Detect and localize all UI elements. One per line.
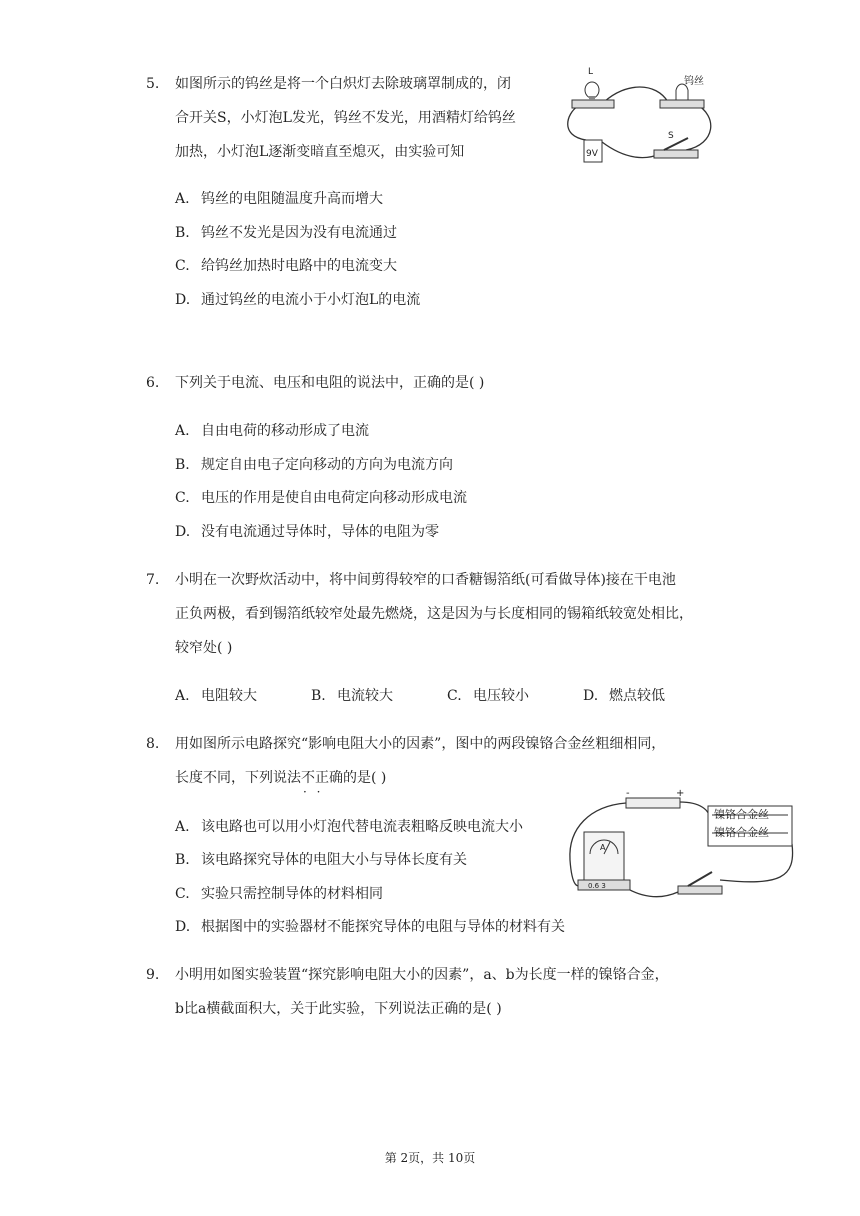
q8-number: 8. [146,736,160,752]
q8-circuit-figure [560,788,800,908]
q5-fig-label-l: L [588,67,594,77]
q9-stem-line-2: b比a横截面积大，关于此实验，下列说法正确的是( ) [175,1001,502,1017]
q8-option-c[interactable]: C. 实验只需控制导体的材料相同 [175,886,383,902]
page-footer: 第 2页，共 10页 [384,1151,476,1165]
q8-emphasis-not-correct: 不正确 · · [301,770,343,786]
q8-fig-wire-2: 镍铬合金丝 [714,826,769,839]
q5-option-c[interactable]: C. 给钨丝加热时电路中的电流变大 [175,258,397,274]
q7-option-c[interactable]: C. 电压较小 [447,688,529,704]
q5-stem-line-2: 合开关S，小灯泡L发光，钨丝不发光，用酒精灯给钨丝 [175,110,516,126]
q8-option-a[interactable]: A. 该电路也可以用小灯泡代替电流表粗略反映电流大小 [175,819,523,835]
q5-circuit-figure [556,64,716,164]
q8-stem-line-1: 用如图所示电路探究“影响电阻大小的因素”，图中的两段镍铬合金丝粗细相同， [175,736,666,752]
q6-number: 6. [146,375,160,391]
q8-fig-plus: + [676,788,685,799]
q7-option-a[interactable]: A. 电阻较大 [175,688,257,704]
q5-option-a[interactable]: A. 钨丝的电阻随温度升高而增大 [175,191,383,207]
q6-option-a[interactable]: A. 自由电荷的移动形成了电流 [175,423,369,439]
q7-option-b[interactable]: B. 电流较大 [311,688,393,704]
q9-number: 9. [146,967,160,983]
q5-fig-label-switch: S [668,131,674,141]
q6-option-c[interactable]: C. 电压的作用是使自由电荷定向移动形成电流 [175,490,467,506]
q8-stem-line-2: 长度不同，下列说法不正确 · ·的是( ) [175,770,386,786]
q7-stem-line-1: 小明在一次野炊活动中，将中间剪得较窄的口香糖锡箔纸(可看做导体)接在干电池 [175,572,676,588]
q6-stem-line-1: 下列关于电流、电压和电阻的说法中，正确的是( ) [175,375,485,391]
q7-stem-line-2: 正负两极，看到锡箔纸较窄处最先燃烧，这是因为与长度相同的锡箱纸较宽处相比， [175,606,693,622]
q6-option-b[interactable]: B. 规定自由电子定向移动的方向为电流方向 [175,457,453,473]
q8-fig-meter-label: A [600,843,606,852]
q5-stem-line-1: 如图所示的钨丝是将一个白炽灯去除玻璃罩制成的，闭 [175,76,511,92]
q8-fig-wire-1: 镍铬合金丝 [714,808,769,821]
q6-option-d[interactable]: D. 没有电流通过导体时，导体的电阻为零 [175,524,439,540]
q8-fig-meter-scale: 0.6 3 [588,882,606,890]
q5-stem-line-3: 加热，小灯泡L逐渐变暗直至熄灭，由实验可知 [175,144,465,160]
q5-option-d[interactable]: D. 通过钨丝的电流小于小灯泡L的电流 [175,292,421,308]
q7-option-d[interactable]: D. 燃点较低 [583,688,665,704]
q7-number: 7. [146,572,160,588]
q8-option-b[interactable]: B. 该电路探究导体的电阻大小与导体长度有关 [175,852,467,868]
q8-fig-minus: - [626,788,630,799]
q8-option-d[interactable]: D. 根据图中的实验器材不能探究导体的电阻与导体的材料有关 [175,919,565,935]
q9-stem-line-1: 小明用如图实验装置“探究影响电阻大小的因素”，a、b为长度一样的镍铬合金， [175,967,669,983]
q5-fig-label-wire: 钨丝 [684,76,704,87]
q5-option-b[interactable]: B. 钨丝不发光是因为没有电流通过 [175,225,397,241]
q5-fig-label-battery: 9V [586,149,598,159]
q5-number: 5. [146,76,160,92]
q7-stem-line-3: 较窄处( ) [175,640,233,656]
